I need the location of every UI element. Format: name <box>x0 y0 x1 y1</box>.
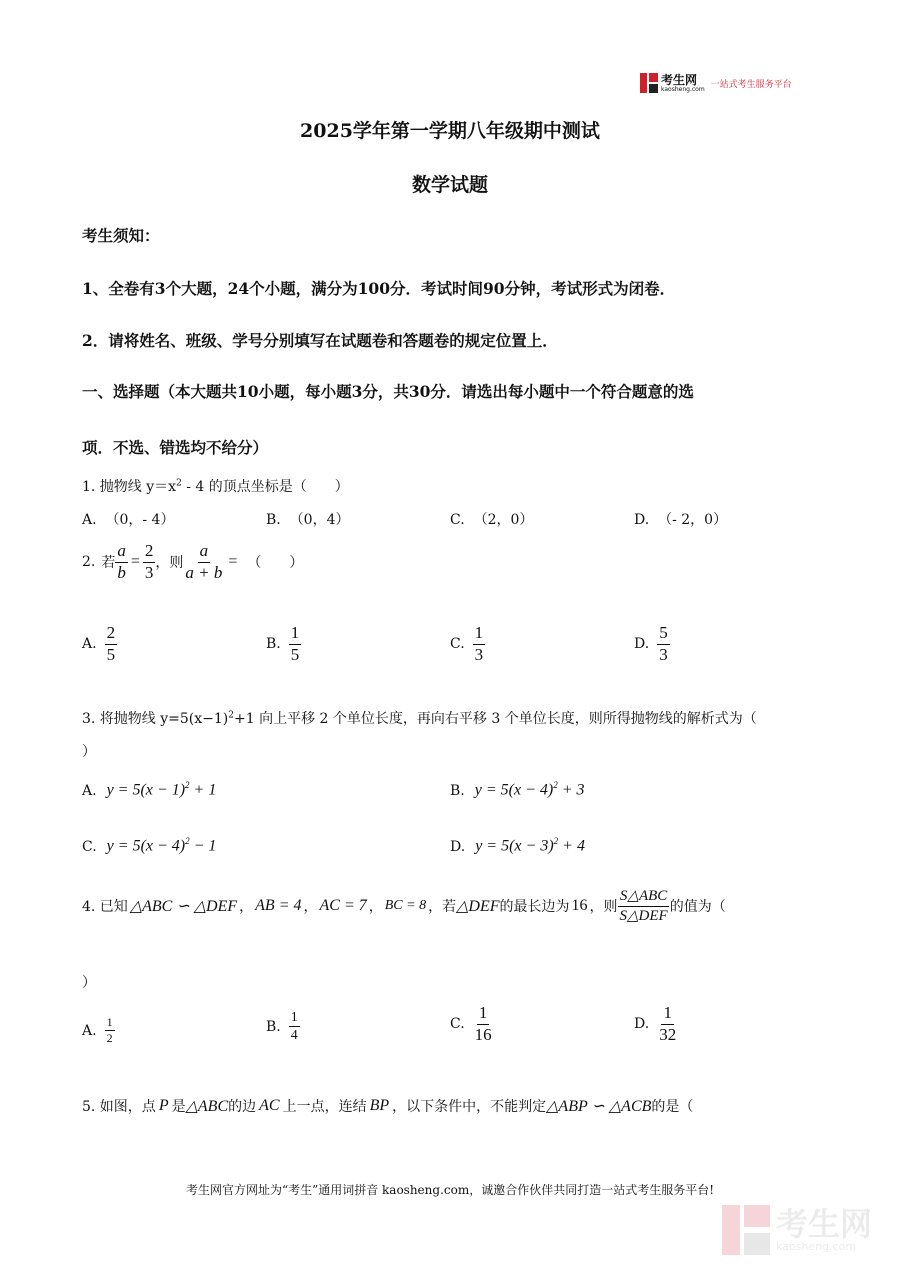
option-label: D. <box>634 1016 650 1033</box>
expr-exponent: 2 <box>553 780 558 790</box>
brand-logo <box>640 70 792 96</box>
q5-point-p: P <box>158 1097 169 1114</box>
notice-item-2: 2．请将姓名、班级、学号分别填写在试题卷和答题卷的规定位置上． <box>82 331 558 350</box>
q3-option-c <box>82 836 216 855</box>
q2-option-a <box>82 624 117 664</box>
frac-num: 1 <box>105 1016 115 1031</box>
option-expr <box>475 780 585 799</box>
q3-close-paren: ） <box>82 744 96 760</box>
q1-option-c <box>450 509 533 529</box>
frac-num: 1 <box>289 1010 300 1027</box>
option-label: C. <box>82 839 97 856</box>
q5-triangle-abc: △ABC <box>185 1098 229 1115</box>
option-fraction <box>289 1010 300 1044</box>
watermark-logo-icon <box>722 1205 770 1255</box>
q4-tail: 的值为（ <box>669 899 726 915</box>
expr-exponent: 2 <box>553 836 559 846</box>
q3-stem-pre: 3. 将抛物线 y=5(x−1) <box>82 711 229 727</box>
option-fraction <box>473 1004 494 1044</box>
notice-heading: 考生须知： <box>82 226 160 245</box>
q2-fraction-a-b <box>115 542 128 582</box>
option-fraction <box>105 1016 115 1045</box>
q2-option-b <box>266 624 301 664</box>
frac-den: 3 <box>474 644 484 664</box>
q2-equals: = <box>130 553 140 571</box>
q2-ruo: 若 <box>101 555 116 572</box>
option-label: B. <box>266 512 281 528</box>
frac-den: 2 <box>106 1031 113 1046</box>
q4-area-ratio <box>618 888 670 924</box>
watermark-domain: kaosheng.com <box>775 1239 857 1253</box>
frac-num: S△ABC <box>618 888 669 907</box>
q3-stem-post: +1 向上平移 2 个单位长度，再向右平移 3 个单位长度，则所得抛物线的解析式为（ <box>234 711 757 727</box>
frac-num: a <box>115 542 128 563</box>
q2-ze: ，则 <box>155 555 184 572</box>
option-label: A. <box>82 512 97 528</box>
option-expr <box>475 836 585 855</box>
q4-ze: ，则 <box>589 899 618 915</box>
q5-similar-expr: △ABP ∽ △ACB <box>546 1098 652 1115</box>
q1-option-a <box>82 509 174 529</box>
q1-exponent: 2 <box>176 478 182 489</box>
q4-value: 16 <box>571 897 588 914</box>
q4-similar-expr: △ABC ∽ △DEF <box>129 898 238 915</box>
q4-longest: 的最长边为 <box>499 899 570 915</box>
watermark-name: 考生网 <box>775 1204 872 1243</box>
frac-den: 4 <box>290 1028 298 1044</box>
frac-den: S△DEF <box>619 907 668 924</box>
frac-num: 1 <box>473 624 486 645</box>
q2-option-d <box>634 624 670 664</box>
q4-stem-pre: 4. 已知 <box>82 899 128 915</box>
option-fraction <box>289 624 302 664</box>
q5-mid2: ，以下条件中，不能判定 <box>392 1099 547 1115</box>
section-heading-line1: 一、选择题（本大题共10小题，每小题3分，共30分．请选出每小题中一个符合题意的选 <box>82 382 694 401</box>
option-label: D. <box>450 839 466 856</box>
option-label: C. <box>450 636 465 653</box>
expr-post: + 4 <box>558 837 585 855</box>
frac-num: 2 <box>105 624 118 645</box>
frac-num: 1 <box>477 1004 490 1025</box>
option-text: （- 2，0） <box>658 512 728 528</box>
q3-option-d <box>450 836 585 855</box>
q4-option-b <box>266 1010 300 1044</box>
frac-num: 1 <box>661 1004 674 1025</box>
logo-name: 考生网 <box>661 72 698 87</box>
q4-def: △DEF <box>456 898 500 915</box>
option-label: B. <box>450 783 465 800</box>
q4-option-a <box>82 1016 115 1045</box>
q4-option-c <box>450 1004 494 1044</box>
frac-den: b <box>117 562 126 582</box>
option-expr <box>107 836 217 855</box>
option-label: B. <box>266 1018 281 1035</box>
option-fraction <box>473 624 486 664</box>
expr-post: + 1 <box>189 781 217 799</box>
logo-domain: kaosheng.com <box>661 85 705 93</box>
option-label: A. <box>82 636 97 653</box>
frac-den: 5 <box>290 644 300 664</box>
question-4: 4. 已知 △ABC ∽ △DEF ， AB = 4 ， AC = 7 ， BC = 8 ，若 △DEF 的最长边为 16 ，则 $\frac{\text{S△ABC}}{\text{S△DEF}}$ 的值为（ <box>82 888 726 924</box>
q3-option-b <box>450 780 585 799</box>
option-label: A. <box>82 783 97 800</box>
expr-pre: y = 5(x − 3) <box>475 837 554 855</box>
logo-slogan: 一站式考生服务平台 <box>710 79 792 90</box>
q1-option-d <box>634 509 727 529</box>
question-5 <box>82 1096 693 1116</box>
frac-den: 32 <box>659 1024 677 1044</box>
expr-exponent: 2 <box>185 836 190 846</box>
q4-mid: ，若 <box>428 899 457 915</box>
q2-option-c <box>450 624 485 664</box>
option-label: D. <box>634 512 650 528</box>
question-3 <box>82 708 757 728</box>
option-fraction <box>657 1004 678 1044</box>
frac-num: a <box>198 542 211 563</box>
option-expr <box>107 780 217 799</box>
expr-exponent: 2 <box>185 780 190 790</box>
q3-exponent: 2 <box>228 710 234 721</box>
q5-mid: 上一点，连结 <box>282 1099 367 1115</box>
frac-num: 1 <box>289 624 302 645</box>
question-1 <box>82 476 349 496</box>
expr-pre: y = 5(x − 4) <box>106 837 186 855</box>
frac-den: 5 <box>106 644 116 664</box>
q3-option-a <box>82 780 216 799</box>
option-label: B. <box>266 636 281 653</box>
option-text: （2，0） <box>473 512 534 528</box>
q2-number: 2. <box>82 554 96 571</box>
q4-option-d <box>634 1004 678 1044</box>
q5-bian: 的边 <box>228 1099 257 1115</box>
frac-den: 16 <box>474 1024 492 1044</box>
q1-option-b <box>266 509 349 529</box>
frac-den: 3 <box>659 644 668 664</box>
q4-ab: AB = 4 <box>255 897 302 914</box>
expr-pre: y = 5(x − 1) <box>106 781 186 799</box>
option-label: C. <box>450 512 465 528</box>
option-fraction <box>105 624 118 664</box>
option-text: （0，4） <box>289 512 350 528</box>
option-text: （0，- 4） <box>105 512 175 528</box>
q1-stem-pre: 1. 抛物线 y＝x <box>82 479 177 495</box>
q2-fraction-a-ab <box>183 542 224 582</box>
expr-pre: y = 5(x − 4) <box>474 781 554 799</box>
q5-shi: 是 <box>171 1099 186 1115</box>
frac-num: 2 <box>143 542 156 563</box>
logo-icon <box>640 73 658 93</box>
section-heading-line2: 项．不选、错选均不给分） <box>82 438 269 457</box>
page-subtitle: 数学试题 <box>411 174 488 196</box>
option-label: A. <box>82 1022 97 1039</box>
frac-num: 5 <box>657 624 670 645</box>
frac-den: a + b <box>185 562 223 582</box>
q5-side-ac: AC <box>259 1097 280 1114</box>
q4-bc: BC = 8 <box>384 898 427 913</box>
frac-den: 3 <box>144 562 154 582</box>
expr-post: − 1 <box>189 837 217 855</box>
q5-tail: 的是（ <box>651 1099 694 1115</box>
notice-item-1: 1、全卷有3个大题，24个小题，满分为100分．考试时间90分钟，考试形式为闭卷． <box>82 279 676 298</box>
question-2 <box>82 542 303 582</box>
q2-fraction-2-3 <box>143 542 156 582</box>
q2-answer-paren: （ ） <box>247 555 304 572</box>
q5-stem-pre: 5. 如图，点 <box>82 1099 156 1115</box>
q5-segment-bp: BP <box>369 1097 390 1114</box>
page-footer: 考生网官方网址为“考生”通用词拼音 kaosheng.com，诚邀合作伙伴共同打造一站式考生服务平台! <box>185 1183 715 1197</box>
option-fraction <box>657 624 670 664</box>
option-label: C. <box>450 1016 465 1033</box>
page-title: 2025学年第一学期八年级期中测试 <box>300 120 600 142</box>
q1-stem-post: - 4 的顶点坐标是（ ） <box>181 479 349 495</box>
expr-post: + 3 <box>557 781 585 799</box>
option-label: D. <box>634 636 650 653</box>
q4-close-paren: ） <box>82 975 96 991</box>
watermark <box>722 1205 872 1255</box>
q2-equals-2: = <box>228 553 238 571</box>
q4-ac: AC = 7 <box>319 897 367 914</box>
